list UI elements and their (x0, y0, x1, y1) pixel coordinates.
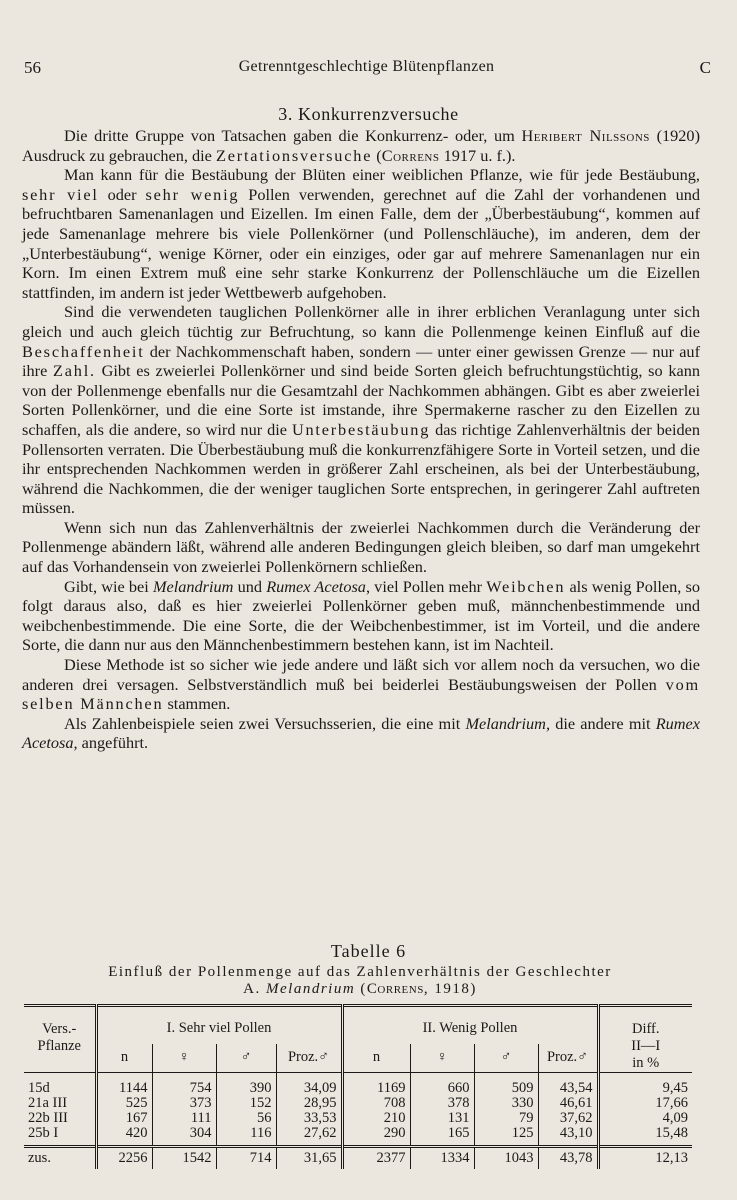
paragraph-1: Die dritte Gruppe von Tatsachen gaben die Konkurrenz- oder, um Heribert Nilssons (1920) Ausdruck zu gebrauchen, die Zertationsversuche (Correns 1917 u. f.). (22, 126, 700, 165)
table-cell: 12,13 (598, 1147, 692, 1169)
table-caption (30, 964, 690, 998)
table-cell: 660 (410, 1081, 474, 1096)
table-title: Tabelle 6 (330, 941, 407, 961)
row-label: 22b III (28, 1109, 68, 1126)
table-cell: 152 (216, 1096, 276, 1111)
paragraph-5: Gibt, wie bei Melandrium und Rumex Acetosa, viel Pollen mehr Weibchen als wenig Pollen, so folgt daraus also, daß es hier zweierlei Pollenkörner geben muß, männchenbestimmende und weibchenbestimmende. Die eine Sorte, die der Weibchenbestimmer, ist im Vorteil, und die andere Sorte, die dann nur aus den Männchenbestimmern bestehen kann, ist im Nachteil. (22, 576, 701, 655)
table-cell: 1334 (410, 1147, 474, 1169)
data-table (24, 1004, 692, 1169)
table-cell: 56 (216, 1111, 276, 1126)
table-cell: 420 (96, 1126, 152, 1141)
table-row (24, 1126, 692, 1141)
table-row (24, 1096, 692, 1111)
table-cell: 1144 (96, 1081, 152, 1096)
subheader-male: ♂ (474, 1044, 538, 1073)
table-cell: 17,66 (598, 1096, 692, 1111)
table-cell: 390 (216, 1081, 276, 1096)
table-row (24, 1111, 692, 1126)
table-cell: 9,45 (598, 1081, 692, 1096)
subheader-n: n (342, 1044, 410, 1073)
table-cell: 290 (342, 1126, 410, 1141)
row-label: 25b I (28, 1124, 59, 1141)
table-cell: 330 (474, 1096, 538, 1111)
paragraph-3: Sind die verwendeten tauglichen Pollenkörner alle in ihrer erblichen Veranlagung unter sich gleich und auch gleich tüchtig zur Befruchtung, so kann die Pollenmenge keinen Einfluß auf die Beschaffenheit der Nachkommenschaft haben, sondern — unter einer gewissen Grenze — nur auf ihre Zahl. Gibt es zweierlei Pollenkörner und sind beide Sorten gleich befruchtungstüchtig, so kann von der Pollenmenge ebenfalls nur die Gesamtzahl der Nachkommen abhängen. Gibt es aber zweierlei Sorten Pollenkörner, und die eine Sorte ist imstande, ihre Spermakerne rascher zu den Eizellen zu schaffen, als die andere, so wird nur die Unterbestäubung das richtige Zahlenverhältnis der beiden Pollensorten verraten. Die Überbestäubung muß die konkurrenzfähigere Sorte in Vorteil setzen, und die ihr entsprechenden Nachkommen werden in größerer Zahl erscheinen, als bei der Unterbestäubung, während die Nachkommen, die der weniger tauglichen Sorte entsprechen, in geringerer Zahl auftreten müssen. (22, 302, 700, 518)
table-cell: 304 (152, 1126, 216, 1141)
paragraph-4: Wenn sich nun das Zahlenverhältnis der zweierlei Nachkommen durch die Veränderung der Pollenmenge abändern läßt, während alle anderen Bedingungen gleich bleiben, so darf man umgekehrt auf das Vorhandensein von zweierlei Pollenkörnern schließen. (22, 517, 700, 577)
body-text (22, 126, 700, 753)
table-cell: 43,54 (538, 1081, 598, 1096)
table-cell: 46,61 (538, 1096, 598, 1111)
page-header (22, 58, 711, 84)
subheader-proz: Proz.♂ (276, 1044, 342, 1073)
total-label: zus. (28, 1149, 51, 1166)
col-header-vers: Vers.- Pflanze (37, 1021, 81, 1054)
table-cell: 79 (474, 1111, 538, 1126)
table-cell: 2377 (342, 1147, 410, 1169)
table-cell: 34,09 (276, 1081, 342, 1096)
page-number: 56 (24, 58, 41, 77)
table-cell: 714 (216, 1147, 276, 1169)
table-cell: 1043 (474, 1147, 538, 1169)
table-cell: 708 (342, 1096, 410, 1111)
subheader-female: ♀ (152, 1044, 216, 1073)
table-caption-line1: Einfluß der Pollenmenge auf das Zahlenverhältnis der Geschlechter (108, 964, 612, 980)
table-cell: 754 (152, 1081, 216, 1096)
table-cell: 1542 (152, 1147, 216, 1169)
table-cell: 167 (96, 1111, 152, 1126)
table-cell: 28,95 (276, 1096, 342, 1111)
table-cell: 2256 (96, 1147, 152, 1169)
group-header-sehr-viel: I. Sehr viel Pollen (96, 1006, 342, 1044)
table-cell: 525 (96, 1096, 152, 1111)
running-title: Getrenntgeschlechtige Blütenpflanzen (238, 58, 495, 75)
paragraph-6: Diese Methode ist so sicher wie jede andere und läßt sich vor allem noch da versuchen, wo die anderen drei versagen. Selbstverständlich muß bei beiderlei Bestäubungsweisen der Pollen vom selben Männchen stammen. (22, 655, 700, 714)
table-cell: 37,62 (538, 1111, 598, 1126)
table-cell: 210 (342, 1111, 410, 1126)
table-cell: 116 (216, 1126, 276, 1141)
row-label: 15d (28, 1079, 50, 1096)
table-cell: 131 (410, 1111, 474, 1126)
col-header-diff: Diff. II—I in % (598, 1006, 692, 1073)
section-letter: C (699, 58, 711, 77)
table-cell: 31,65 (276, 1147, 342, 1169)
table-cell: 27,62 (276, 1126, 342, 1141)
table-cell: 43,78 (538, 1147, 598, 1169)
row-label: 21a III (28, 1094, 68, 1111)
table-cell: 111 (152, 1111, 216, 1126)
table-cell: 4,09 (598, 1111, 692, 1126)
subheader-n: n (96, 1044, 152, 1073)
table-cell: 165 (410, 1126, 474, 1141)
table-cell: 33,53 (276, 1111, 342, 1126)
group-header-wenig: II. Wenig Pollen (342, 1006, 598, 1044)
table-cell: 509 (474, 1081, 538, 1096)
table-cell: 378 (410, 1096, 474, 1111)
table-caption-line2: A. Melandrium (Correns, 1918) (243, 981, 477, 997)
section-title: 3. Konkurrenzversuche (278, 104, 459, 124)
table-cell: 43,10 (538, 1126, 598, 1141)
subheader-proz: Proz.♂ (538, 1044, 598, 1073)
subheader-male: ♂ (216, 1044, 276, 1073)
table-cell: 15,48 (598, 1126, 692, 1141)
table-cell: 373 (152, 1096, 216, 1111)
subheader-female: ♀ (410, 1044, 474, 1073)
table-cell: 125 (474, 1126, 538, 1141)
table-total-row (24, 1147, 692, 1169)
table-cell: 1169 (342, 1081, 410, 1096)
table-row (24, 1081, 692, 1096)
paragraph-7: Als Zahlenbeispiele seien zwei Versuchsserien, die eine mit Melandrium, die andere mit Rumex Acetosa, angeführt. (22, 713, 701, 753)
paragraph-2: Man kann für die Bestäubung der Blüten einer weiblichen Pflanze, wie für jede Bestäubung, sehr viel oder sehr wenig Pollen verwenden, gerechnet auf die Zahl der vorhandenen und befruchtbaren Samenanlagen und Eizellen. Im einen Falle, dem der „Überbestäubung“, kommen auf jede Samenanlage mehrere bis viele Pollenkörner (und Pollenschläuche), im anderen, dem der „Unterbestäubung“, wenige Körner, oder ein einziges, oder gar auf mehrere Samenanlagen nur ein Korn. Im einen Extrem muß eine sehr starke Konkurrenz der Pollenschläuche um die Eizellen stattfinden, im andern ist jeder Wettbewerb aufgehoben. (22, 165, 700, 302)
